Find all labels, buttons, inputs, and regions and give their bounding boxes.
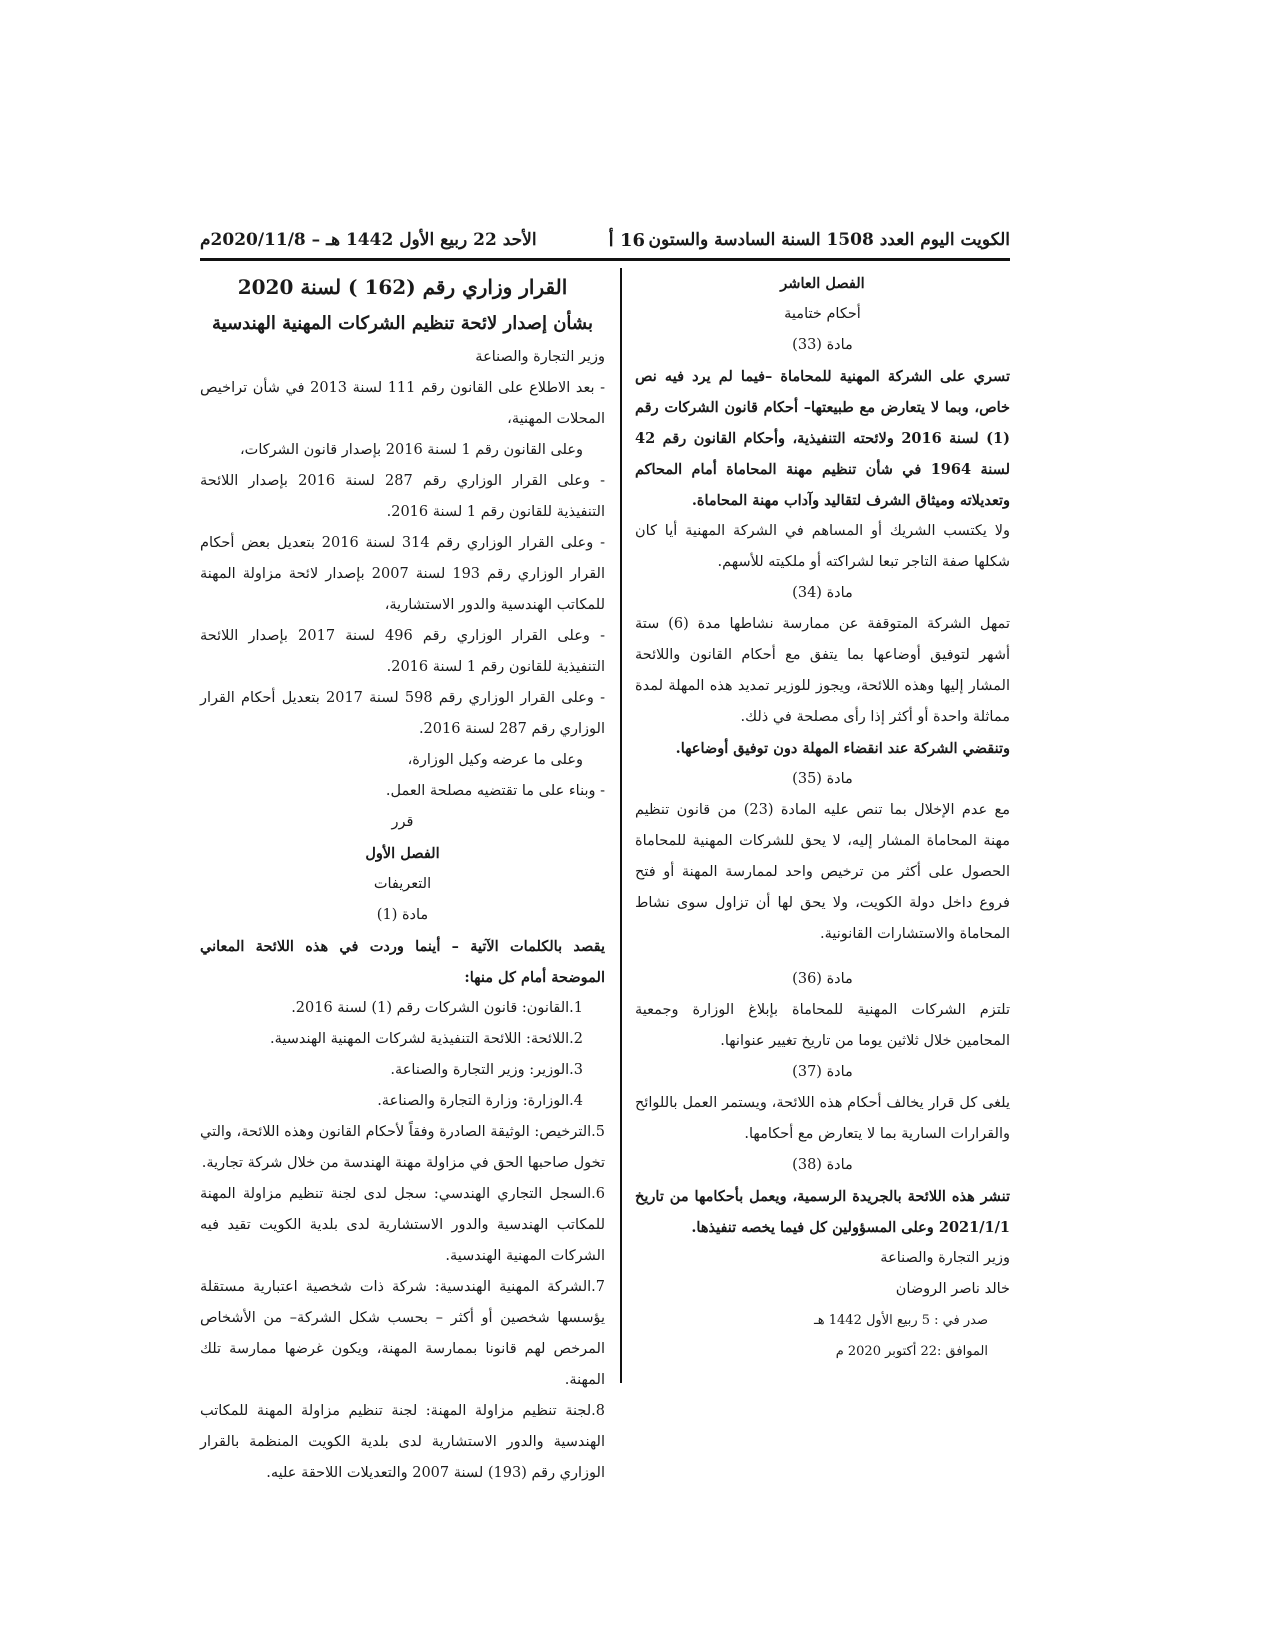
column-divider [620, 268, 622, 1383]
right-column [635, 268, 1010, 1367]
preamble-item: وعلى ما عرضه وكيل الوزارة، [407, 752, 583, 768]
definition-item: 6.السجل التجاري الهندسي: سجل لدى لجنة تنظيم مزاولة المهنة للمكاتب الهندسية والدور الاستشارية لدى بلدية الكويت تقيد فيه الشركات المهنية الهندسية. [200, 1186, 605, 1264]
issued-date-gregorian: الموافق :22 أكتوبر 2020 م [835, 1344, 988, 1359]
definition-item: 4.الوزارة: وزارة التجارة والصناعة. [377, 1093, 583, 1109]
preamble-item: وعلى القانون رقم 1 لسنة 2016 بإصدار قانون الشركات، [240, 442, 583, 458]
decree-title: القرار وزاري رقم (162 ) لسنة 2020 [237, 275, 568, 299]
definition-item: 5.الترخيص: الوثيقة الصادرة وفقاً لأحكام القانون وهذه اللائحة، والتي تخول صاحبها الحق في مزاولة مهنة الهندسة من خلال شركة تجارية. [200, 1124, 605, 1171]
article-paragraph: تمهل الشركة المتوقفة عن ممارسة نشاطها مدة (6) ستة أشهر لتوفيق أوضاعها بما يتفق مع أحكام القانون واللائحة المشار إليها وهذه اللائحة، ويجوز للوزير تمديد هذه المهلة لمدة مماثلة واحدة أو أكثر إذا رأى مصلحة في ذلك. [635, 616, 1010, 725]
article-paragraph: مع عدم الإخلال بما تنص عليه المادة (23) من قانون تنظيم مهنة المحاماة المشار إليه، لا يحق للشركات المهنية للمحاماة الحصول على أكثر من ترخيص واحد لممارسة المهنة أو فتح فروع داخل دولة الكويت، ولا يحق لها أن تزاول سوى نشاط المحاماة والاستشارات القانونية. [635, 802, 1010, 942]
chapter-title: الفصل الأول [365, 845, 440, 862]
article-heading: مادة (35) [792, 771, 853, 787]
article-heading: مادة (33) [792, 337, 853, 353]
definition-item: 1.القانون: قانون الشركات رقم (1) لسنة 2016. [291, 1000, 583, 1016]
page-header [200, 230, 1010, 256]
definition-item: 3.الوزير: وزير التجارة والصناعة. [390, 1062, 583, 1078]
page-number: 16 أ [608, 230, 645, 251]
header-rule [200, 258, 1010, 261]
definition-item: 7.الشركة المهنية الهندسية: شركة ذات شخصية اعتبارية مستقلة يؤسسها شخصين أو أكثر – بحسب شكل الشركة– من الأشخاص المرخص لهم قانونا بممارسة المهنة، ويكون غرضها ممارسة تلك المهنة. [200, 1279, 605, 1388]
issue-date: الأحد 22 ربيع الأول 1442 هـ – 2020/11/8م [200, 230, 537, 250]
article-heading: مادة (36) [792, 971, 853, 987]
chapter-title: الفصل العاشر [780, 275, 865, 292]
minister-line: وزير التجارة والصناعة [475, 349, 605, 365]
issued-date-hijri: صدر في : 5 ربيع الأول 1442 هـ [813, 1313, 988, 1328]
article-paragraph: يقصد بالكلمات الآتية – أينما وردت في هذه اللائحة المعاني الموضحة أمام كل منها: [200, 938, 605, 986]
preamble-item: - وبناء على ما تقتضيه مصلحة العمل. [385, 783, 605, 799]
decided-label: قرر [391, 814, 414, 830]
article-paragraph: وتنقضي الشركة عند انقضاء المهلة دون توفيق أوضاعها. [675, 740, 1010, 757]
article-paragraph: ولا يكتسب الشريك أو المساهم في الشركة المهنية أيا كان شكلها صفة التاجر تبعا لشراكته أو ملكيته للأسهم. [635, 523, 1010, 570]
article-paragraph: تنشر هذه اللائحة بالجريدة الرسمية، ويعمل بأحكامها من تاريخ 2021/1/1 وعلى المسؤولين كل فيما يخصه تنفيذها. [635, 1188, 1010, 1236]
definition-item: 8.لجنة تنظيم مزاولة المهنة: لجنة تنظيم مزاولة المهنة للمكاتب الهندسية والدور الاستشارية لدى بلدية الكويت المنظمة بالقرار الوزاري رقم (193) لسنة 2007 والتعديلات اللاحقة عليه. [200, 1403, 605, 1481]
preamble-item: - وعلى القرار الوزاري رقم 314 لسنة 2016 بتعديل بعض أحكام القرار الوزاري رقم 193 لسنة 2007 بإصدار لائحة مزاولة المهنة للمكاتب الهندسية والدور الاستشارية، [200, 535, 605, 613]
decree-subject: بشأن إصدار لائحة تنظيم الشركات المهنية الهندسية [212, 313, 593, 334]
gazette-issue-info: الكويت اليوم العدد 1508 السنة السادسة والستون [648, 230, 1010, 250]
signature-title: وزير التجارة والصناعة [880, 1250, 1010, 1266]
signature-block [635, 1243, 1010, 1367]
article-paragraph: تسري على الشركة المهنية للمحاماة –فيما لم يرد فيه نص خاص، وبما لا يتعارض مع طبيعتها– أحكام قانون الشركات رقم (1) لسنة 2016 ولائحته التنفيذية، وأحكام القانون رقم 42 لسنة 1964 في شأن تنظيم مهنة المحاماة أمام المحاكم وتعديلاته وميثاق الشرف لتقاليد وآداب مهنة المحاماة. [635, 368, 1010, 509]
preamble-item: - وعلى القرار الوزاري رقم 598 لسنة 2017 بتعديل أحكام القرار الوزاري رقم 287 لسنة 2016. [200, 690, 605, 737]
article-heading: مادة (34) [792, 585, 853, 601]
preamble-item: - بعد الاطلاع على القانون رقم 111 لسنة 2013 في شأن تراخيص المحلات المهنية، [200, 380, 605, 427]
left-column [200, 268, 605, 1489]
article-heading: مادة (38) [792, 1157, 853, 1173]
preamble-item: - وعلى القرار الوزاري رقم 496 لسنة 2017 بإصدار اللائحة التنفيذية للقانون رقم 1 لسنة 2016. [200, 628, 605, 675]
chapter-subtitle: أحكام ختامية [784, 306, 861, 322]
article-paragraph: تلتزم الشركات المهنية للمحاماة بإبلاغ الوزارة وجمعية المحامين خلال ثلاثين يوما من تاريخ تغيير عنوانها. [635, 1002, 1010, 1049]
signature-name: خالد ناصر الروضان [895, 1281, 1010, 1297]
chapter-subtitle: التعريفات [373, 876, 432, 892]
definition-item: 2.اللائحة: اللائحة التنفيذية لشركات المهنية الهندسية. [269, 1031, 583, 1047]
article-paragraph: يلغى كل قرار يخالف أحكام هذه اللائحة، ويستمر العمل باللوائح والقرارات السارية بما لا يتعارض مع أحكامها. [635, 1095, 1010, 1142]
article-heading: مادة (37) [792, 1064, 853, 1080]
preamble-item: - وعلى القرار الوزاري رقم 287 لسنة 2016 بإصدار اللائحة التنفيذية للقانون رقم 1 لسنة 2016. [200, 473, 605, 520]
article-heading: مادة (1) [376, 907, 429, 923]
